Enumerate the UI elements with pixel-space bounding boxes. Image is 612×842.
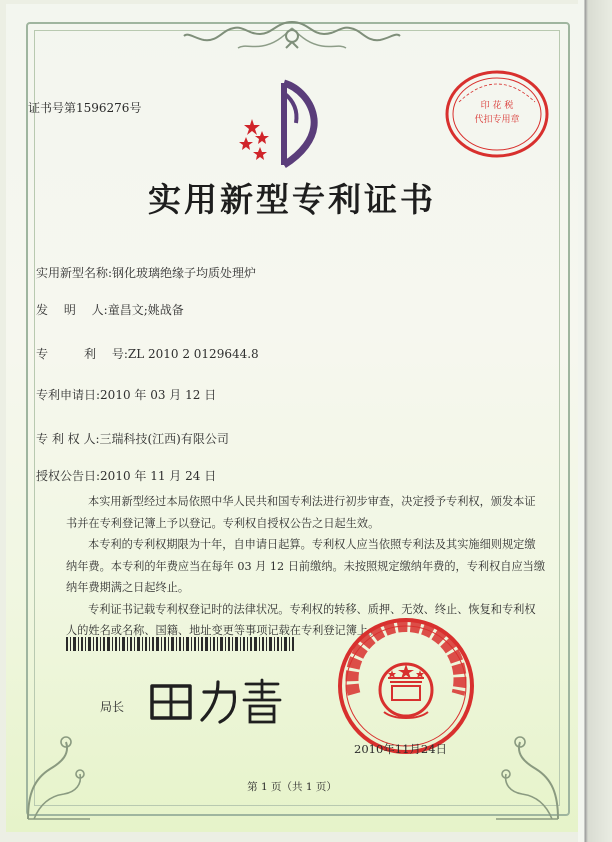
field-grant-date bbox=[36, 467, 216, 484]
field-patentee bbox=[36, 430, 229, 447]
field-value: 2010 年 03 月 12 日 bbox=[100, 388, 217, 402]
top-ornament-icon bbox=[182, 18, 402, 58]
body-paragraph: 本实用新型经过本局依照中华人民共和国专利法进行初步审查，决定授予专利权，颁发本证书并在专利登记簿上予以登记。专利权自授权公告之日起生效。 bbox=[66, 495, 536, 530]
svg-text:代扣专用章: 代扣专用章 bbox=[474, 115, 520, 125]
bottom-left-ornament-icon bbox=[20, 724, 100, 824]
field-label: 专利申请日: bbox=[36, 388, 101, 402]
body-paragraph: 专利证书记载专利权登记时的法律状况。专利权的转移、质押、无效、终止、恢复和专利权人的姓名或名称、国籍、地址变更等事项记载在专利登记簿上。 bbox=[66, 602, 536, 637]
field-label: 实用新型名称: bbox=[36, 266, 113, 280]
page-title: 实用新型专利证书 bbox=[148, 180, 436, 219]
page-number: 第 1 页（共 1 页） bbox=[247, 781, 337, 793]
body-paragraph: 本专利的专利权期限为十年，自申请日起算。专利权人应当依照专利法及其实施细则规定缴纳年费。本专利的年费应当在每年 03 月 12 日前缴纳。未按照规定缴纳年费的，专利权自应当缴纳年费期满之日起终止。 bbox=[66, 538, 546, 594]
field-value: ZL 2010 2 0129644.8 bbox=[127, 347, 259, 361]
field-value: 钢化玻璃绝缘子均质处理炉 bbox=[112, 266, 257, 280]
director-label: 局长 bbox=[100, 700, 125, 714]
bottom-right-ornament-icon bbox=[486, 724, 566, 824]
field-label: 发 明 人: bbox=[36, 303, 108, 317]
field-value: 三瑞科技(江西)有限公司 bbox=[99, 432, 229, 446]
certificate-number: 证书号第1596276号 bbox=[28, 101, 142, 115]
field-inventors bbox=[36, 301, 184, 318]
barcode-icon bbox=[66, 637, 296, 651]
field-utility-model-name bbox=[36, 264, 256, 281]
field-value: 童昌文;姚战备 bbox=[107, 303, 184, 317]
field-label: 授权公告日: bbox=[36, 469, 101, 483]
paper-edge bbox=[578, 0, 612, 842]
sipo-official-seal-icon bbox=[336, 616, 476, 756]
certificate-page bbox=[6, 4, 578, 832]
sipo-logo-icon bbox=[238, 79, 338, 169]
field-filing-date bbox=[36, 386, 216, 403]
tax-seal-stamp-icon bbox=[443, 68, 551, 160]
field-label: 专 利 权 人: bbox=[36, 432, 100, 446]
svg-text:印 花 税: 印 花 税 bbox=[480, 101, 514, 111]
field-patent-number bbox=[36, 345, 259, 362]
field-value: 2010 年 11 月 24 日 bbox=[100, 469, 217, 483]
director-signature-icon bbox=[146, 676, 286, 726]
issue-date: 2010年11月24日 bbox=[354, 742, 448, 756]
field-label: 专 利 号: bbox=[36, 347, 128, 361]
